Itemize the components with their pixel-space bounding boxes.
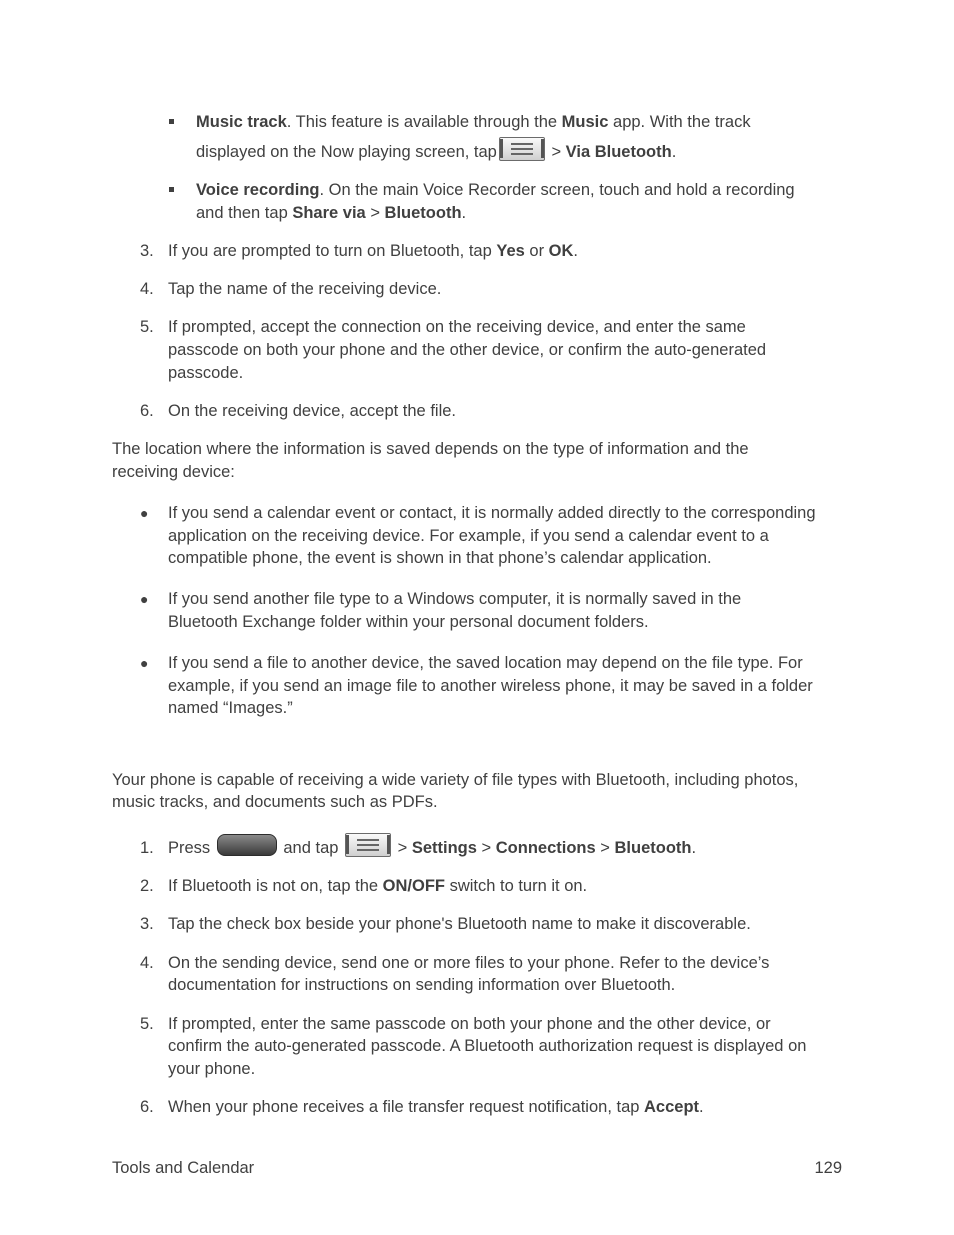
- home-key-icon: [217, 834, 277, 856]
- subbullet-voice-line2: and then tap Share via > Bluetooth.: [196, 204, 467, 222]
- bullet3-line3: named “Images.”: [168, 699, 293, 717]
- square-bullet: [169, 187, 174, 192]
- subbullet-voice-line1: Voice recording. On the main Voice Recorder screen, touch and hold a recording: [196, 181, 795, 199]
- step-number: 2.: [140, 877, 154, 895]
- step-number: 6.: [140, 402, 154, 420]
- step-a5-line3: passcode.: [168, 364, 244, 382]
- step-number: 4.: [140, 954, 154, 972]
- step-b6: When your phone receives a file transfer request notification, tap Accept.: [168, 1098, 704, 1116]
- footer-page-number: 129: [814, 1159, 842, 1177]
- step-number: 3.: [140, 915, 154, 933]
- square-bullet: [169, 119, 174, 124]
- step-b5-line1: If prompted, enter the same passcode on both your phone and the other device, or: [168, 1015, 771, 1033]
- bullet3-line1: If you send a file to another device, the saved location may depend on the file type. For: [168, 654, 803, 672]
- step-number: 5.: [140, 318, 154, 336]
- bullet1-line3: compatible phone, the event is shown in that phone’s calendar application.: [168, 549, 712, 567]
- step-b3: Tap the check box beside your phone's Bluetooth name to make it discoverable.: [168, 915, 751, 933]
- step-b1: Press and tap > Settings > Connections > Bluetooth.: [168, 833, 696, 863]
- bullet-dot: ●: [140, 655, 149, 671]
- bullet2-line2: Bluetooth Exchange folder within your personal document folders.: [168, 613, 649, 631]
- bullet1-line2: application on the receiving device. For example, if you send a calendar event to a: [168, 527, 769, 545]
- menu-key-icon: [345, 833, 391, 857]
- step-number: 1.: [140, 839, 154, 857]
- subbullet-music-line2: displayed on the Now playing screen, tap > Via Bluetooth.: [196, 137, 676, 164]
- para-receiving-line2: music tracks, and documents such as PDFs.: [112, 793, 438, 811]
- step-number: 6.: [140, 1098, 154, 1116]
- step-b5-line2: confirm the auto-generated passcode. A Bluetooth authorization request is displayed on: [168, 1037, 807, 1055]
- subbullet-music-line1: Music track. This feature is available through the Music app. With the track: [196, 113, 751, 131]
- step-a6: On the receiving device, accept the file.: [168, 402, 456, 420]
- bullet3-line2: example, if you send an image file to another wireless phone, it may be saved in a folder: [168, 677, 813, 695]
- step-b2: If Bluetooth is not on, tap the ON/OFF switch to turn it on.: [168, 877, 588, 895]
- step-a3: If you are prompted to turn on Bluetooth, tap Yes or OK.: [168, 242, 579, 260]
- para-receiving-line1: Your phone is capable of receiving a wide variety of file types with Bluetooth, including photos,: [112, 771, 799, 789]
- step-number: 5.: [140, 1015, 154, 1033]
- step-a5-line2: passcode on both your phone and the other device, or confirm the auto-generated: [168, 341, 767, 359]
- bullet2-line1: If you send another file type to a Windows computer, it is normally saved in the: [168, 590, 742, 608]
- step-a5-line1: If prompted, accept the connection on the receiving device, and enter the same: [168, 318, 746, 336]
- step-a4: Tap the name of the receiving device.: [168, 280, 442, 298]
- step-b4-line1: On the sending device, send one or more files to your phone. Refer to the device’s: [168, 954, 770, 972]
- bullet-dot: ●: [140, 591, 149, 607]
- step-number: 3.: [140, 242, 154, 260]
- para-location-line2: receiving device:: [112, 463, 235, 481]
- step-b5-line3: your phone.: [168, 1060, 256, 1078]
- bullet-dot: ●: [140, 505, 149, 521]
- step-number: 4.: [140, 280, 154, 298]
- para-location-line1: The location where the information is saved depends on the type of information and the: [112, 440, 749, 458]
- step-b4-line2: documentation for instructions on sending information over Bluetooth.: [168, 976, 676, 994]
- menu-key-icon: [499, 137, 545, 161]
- term: Music track: [196, 113, 287, 131]
- footer-section-title: Tools and Calendar: [112, 1159, 255, 1177]
- bullet1-line1: If you send a calendar event or contact, it is normally added directly to the corresponding: [168, 504, 816, 522]
